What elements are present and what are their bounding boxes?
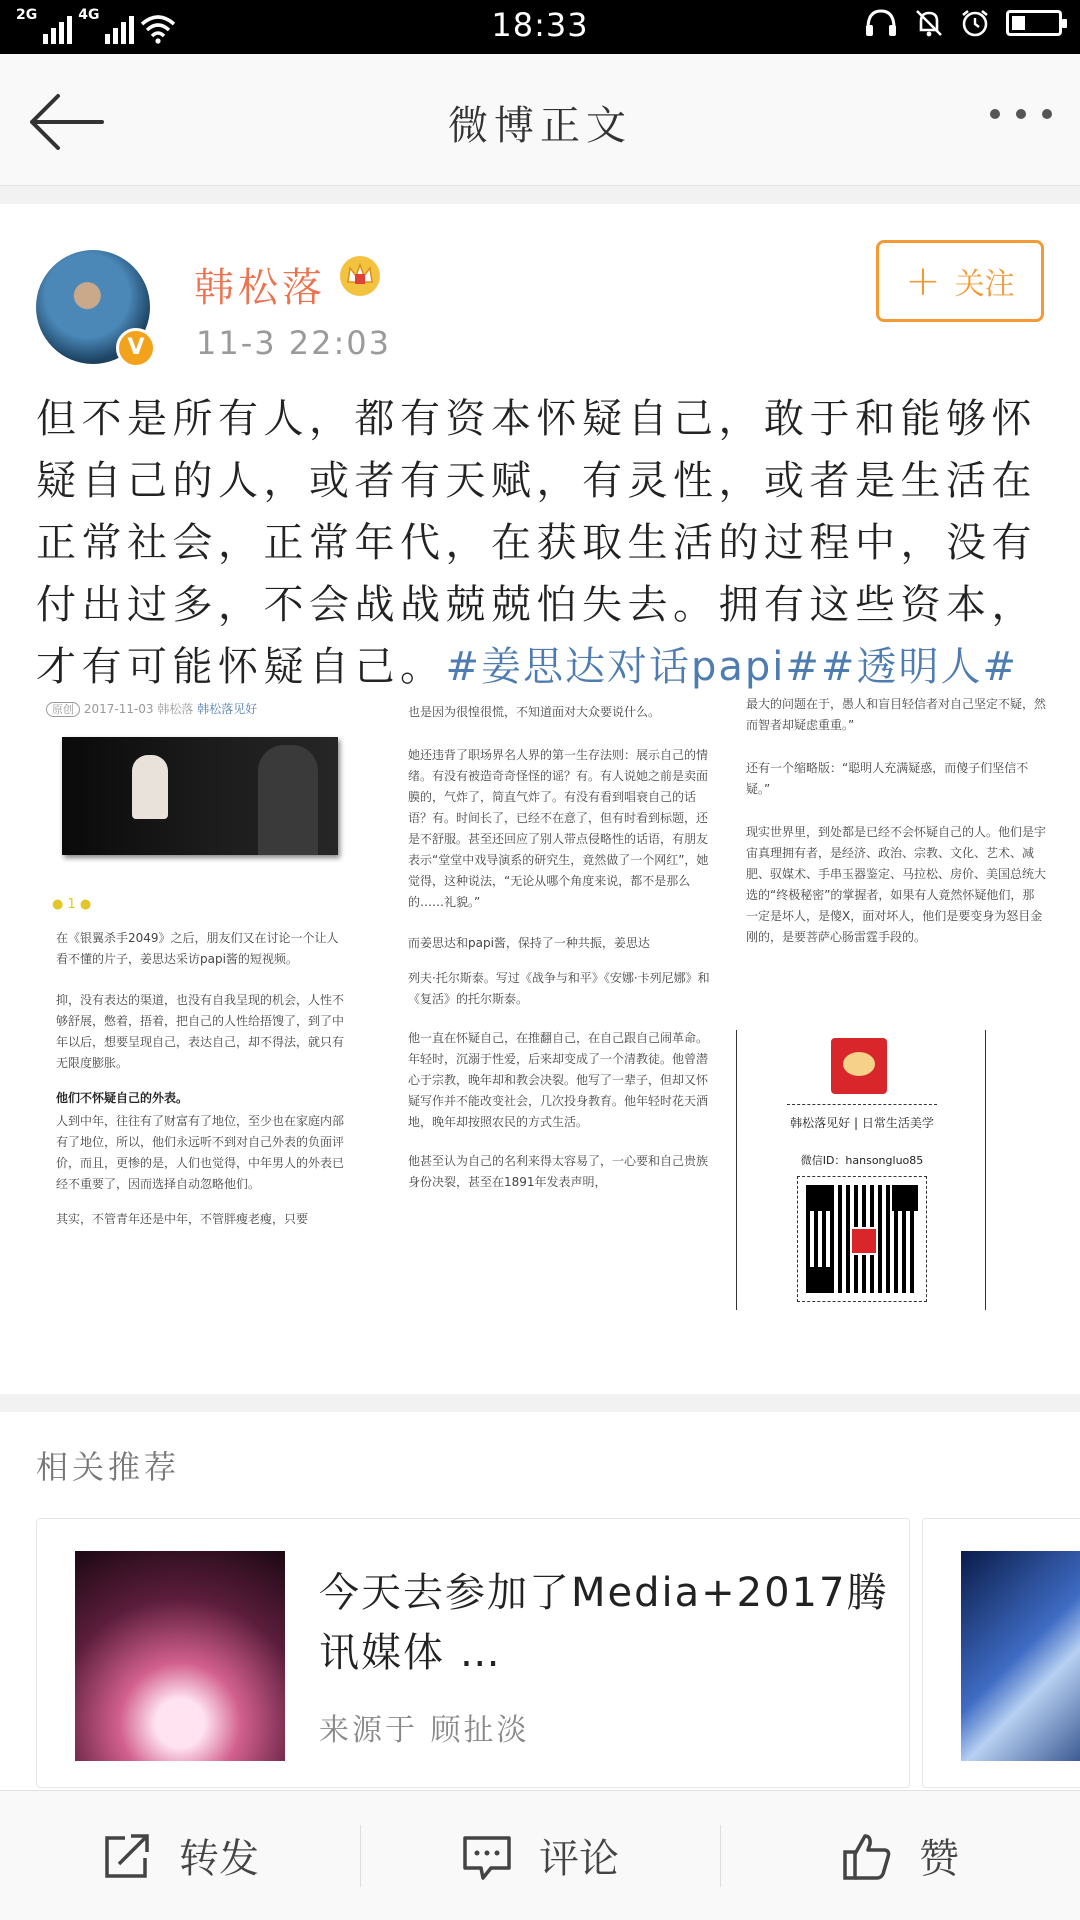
qr-code-icon (806, 1185, 918, 1293)
article-subheading: 他们不怀疑自己的外表。 (56, 1091, 189, 1105)
like-button[interactable] (720, 1791, 1080, 1920)
sheep-logo-icon (831, 1038, 887, 1094)
original-tag: 原创 (46, 702, 80, 717)
post-text (36, 388, 1046, 698)
repost-label: 转发 (179, 1836, 259, 1882)
title-bar (0, 54, 1080, 186)
article-author: 韩松落 (157, 702, 194, 716)
crown-icon (338, 254, 382, 298)
article-account: 韩松落见好 (197, 702, 258, 716)
related-thumbnail-2 (961, 1551, 1080, 1761)
comment-label: 评论 (539, 1836, 619, 1882)
qr-code (797, 1176, 927, 1302)
related-card-2[interactable] (922, 1518, 1080, 1788)
more-options-icon[interactable] (990, 109, 1052, 119)
post-body: 但不是所有人，都有资本怀疑自己，敢于和能够怀疑自己的人，或者有天赋，有灵性，或者是生活在正常社会，正常年代，在获取生活的过程中，没有付出过多，不会战战兢兢怕失去。拥有这些资本，才有可能怀疑自己。 (36, 396, 1037, 690)
hashtag-link[interactable]: #姜思达对话papi##透明人# (445, 644, 1018, 690)
divider (787, 1104, 937, 1105)
thumbs-up-icon (841, 1830, 893, 1882)
article-paragraph: 其实，不管青年还是中年，不管胖瘦老瘦，只要 (56, 1212, 309, 1226)
related-title: 相关推荐 (36, 1448, 181, 1486)
qr-card (736, 1030, 986, 1310)
article-paragraph: 列夫·托尔斯泰。写过《战争与和平》《安娜·卡列尼娜》和《复活》的托尔斯泰。 (408, 971, 710, 1006)
article-paragraph: 最大的问题在于，愚人和盲目轻信者对自己坚定不疑，然而智者却疑虑重重。” (746, 697, 1046, 732)
follow-button[interactable] (876, 240, 1044, 322)
article-paragraph: 而姜思达和papi酱，保持了一种共振，姜思达 (408, 936, 650, 950)
related-section (0, 1412, 1080, 1792)
article-paragraph: 她还违背了职场界名人界的第一生存法则：展示自己的情绪。有没有被造奇奇怪怪的谣？有。有人说她之前是卖面膜的，气炸了，简直气炸了。有没有看到唱衰自己的话语？有。时间长了，已经不在意了，但有时看到标题，还是不舒服。甚至还回应了别人带点侵略性的话语，有朋友表示“堂堂中戏导演系的研究生，竟然做了一个网红”，她觉得，这种说法，“无论从哪个角度来说，都不是那么的……礼貌。” (408, 748, 709, 909)
article-image[interactable] (36, 690, 1046, 1364)
page-title: 微博正文 (448, 103, 632, 149)
follow-label: 关注 (954, 267, 1015, 302)
article-paragraph: 抑，没有表达的渠道，也没有自我呈现的机会，人性不够舒展，憋着，捂着，把自己的人性给捂馊了，到了中年以后，想要呈现自己，表达自己，却不得法，就只有无限度膨胀。 (56, 993, 345, 1070)
network-type-1: 2G (16, 7, 38, 23)
related-card[interactable] (36, 1518, 910, 1788)
carousel-dots: ● 1 ● (52, 897, 92, 912)
article-column-2 (398, 690, 718, 1364)
mute-icon (914, 8, 944, 38)
article-meta (46, 700, 346, 717)
like-label: 赞 (919, 1836, 959, 1882)
network-type-2: 4G (78, 7, 100, 23)
plus-icon: + (905, 256, 941, 305)
status-bar (0, 0, 1080, 54)
status-icons (864, 8, 1062, 38)
article-paragraph: 人到中年，往往有了财富有了地位，至少也在家庭内部有了地位，所以，他们永远听不到对自己外表的负面评价，而且，更惨的是，人们也觉得，中年男人的外表已经不重要了，因而选择自动忽略他们。 (56, 1114, 345, 1191)
interview-photo (62, 737, 338, 855)
author-name[interactable]: 韩松落 (194, 265, 326, 311)
article-paragraph: 现实世界里，到处都是已经不会怀疑自己的人。他们是宇宙真理拥有者，是经济、政治、宗教、文化、艺术、减肥、驭媒术、手串玉器鉴定、马拉松、房价、美国总统大选的“终极秘密”的掌握者，如果有人竟然怀疑他们，那一定是坏人，是傻X，面对坏人，他们是要变身为怒目金刚的，是要菩萨心肠雷霆手段的。 (746, 825, 1046, 944)
article-paragraph: 在《银翼杀手2049》之后，朋友们又在讨论一个让人看不懂的片子，姜思达采访papi酱的短视频。 (56, 931, 339, 966)
article-date: 2017-11-03 (83, 702, 154, 716)
clock: 18:33 (491, 6, 589, 44)
article-paragraph: 他一直在怀疑自己，在推翻自己，在自己跟自己闹革命。年轻时，沉溺于性爱，后来却变成了一个清教徒。他曾潜心于宗教，晚年却和教会决裂。他写了一辈子，但却又怀疑写作并不能改变社会，几次投身教育。他年轻时花天酒地，晚年却按照农民的方式生活。 (408, 1031, 709, 1129)
repost-icon (101, 1830, 153, 1882)
article-paragraph: 他甚至认为自己的名利来得太容易了，一心要和自己贵族身份决裂，甚至在1891年发表声明， (408, 1154, 709, 1189)
related-card-source: 来源于 顾扯淡 (319, 1713, 530, 1748)
post-time: 11-3 22:03 (196, 324, 392, 362)
headset-icon (864, 8, 898, 38)
article-column-3 (736, 690, 1046, 1364)
related-card-title: 今天去参加了Media+2017腾讯媒体 … (319, 1570, 889, 1676)
post-card (0, 204, 1080, 1394)
battery-icon (1006, 10, 1062, 36)
article-paragraph: 还有一个缩略版：“聪明人充满疑惑，而傻子们坚信不疑。” (746, 761, 1029, 796)
related-thumbnail (75, 1551, 285, 1761)
article-paragraph: 也是因为很惶很慌，不知道面对大众要说什么。 (408, 705, 661, 719)
qr-account-name: 韩松落见好 | 日常生活美学 (790, 1116, 934, 1130)
comment-button[interactable] (360, 1791, 720, 1920)
comment-icon (461, 1830, 513, 1882)
bottom-action-bar (0, 1790, 1080, 1920)
alarm-icon (960, 8, 990, 38)
qr-wechat-id: 微信ID：hansongluo85 (800, 1154, 924, 1167)
repost-button[interactable] (0, 1791, 360, 1920)
article-column-1 (46, 690, 346, 1364)
verified-badge-icon: V (116, 328, 156, 368)
